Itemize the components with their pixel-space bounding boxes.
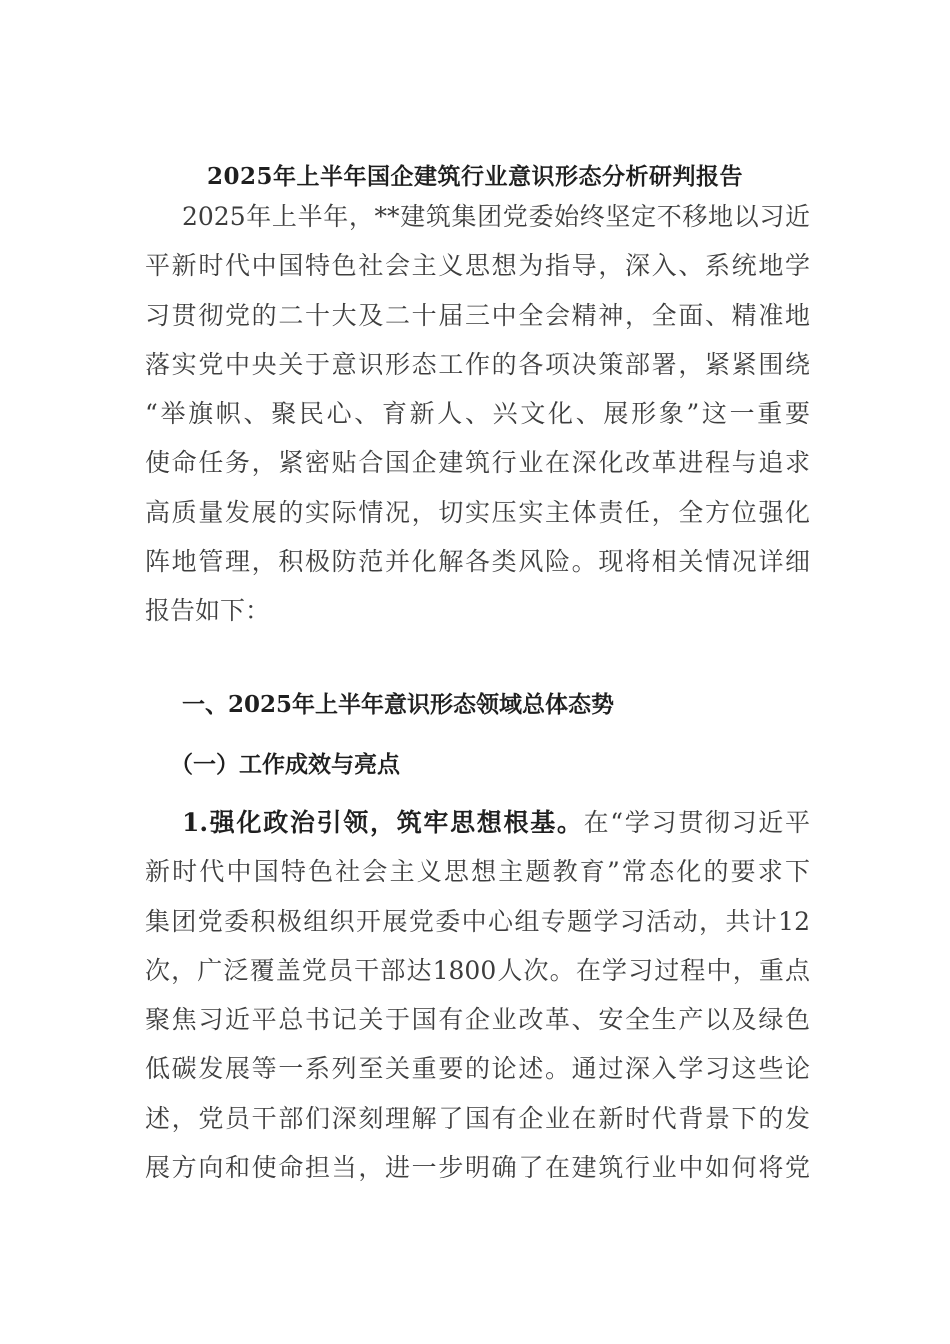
point1-line: 展方向和使命担当，进一步明确了在建筑行业中如何将党 bbox=[145, 1153, 810, 1183]
intro-paragraph bbox=[145, 192, 810, 636]
point1-line: 集团党委积极组织开展党委中心组专题学习活动，共计12 bbox=[145, 906, 810, 936]
intro-line: 习贯彻党的二十大及二十届三中全会精神，全面、精准地 bbox=[145, 300, 810, 330]
point1-first-line bbox=[145, 798, 810, 847]
point1-line: 新时代中国特色社会主义思想主题教育”常态化的要求下 bbox=[145, 857, 810, 887]
intro-line: 2025年上半年，**建筑集团党委始终坚定不移地以习近 bbox=[182, 202, 810, 231]
intro-line: 高质量发展的实际情况，切实压实主体责任，全方位强化 bbox=[145, 497, 810, 527]
point1-paragraph bbox=[145, 798, 810, 1192]
point1-first-line-rest: 在“学习贯彻习近平 bbox=[583, 808, 810, 837]
intro-line: 平新时代中国特色社会主义思想为指导，深入、系统地学 bbox=[145, 251, 810, 281]
point1-line: 次，广泛覆盖党员干部达1800人次。在学习过程中，重点 bbox=[145, 955, 810, 985]
intro-line: 使命任务，紧密贴合国企建筑行业在深化改革进程与追求 bbox=[145, 448, 810, 478]
subsection-heading: （一）工作成效与亮点 bbox=[170, 751, 400, 778]
point1-line: 聚焦习近平总书记关于国有企业改革、安全生产以及绿色 bbox=[145, 1005, 810, 1035]
point1-line: 述，党员干部们深刻理解了国有企业在新时代背景下的发 bbox=[145, 1103, 810, 1133]
document-title: 2025年上半年国企建筑行业意识形态分析研判报告 bbox=[206, 163, 743, 190]
point1-line: 低碳发展等一系列至关重要的论述。通过深入学习这些论 bbox=[145, 1054, 810, 1084]
intro-line: 阵地管理，积极防范并化解各类风险。现将相关情况详细 bbox=[145, 547, 810, 577]
section-heading: 一、2025年上半年意识形态领域总体态势 bbox=[182, 691, 615, 718]
intro-line: 落实党中央关于意识形态工作的各项决策部署，紧紧围绕 bbox=[145, 349, 810, 379]
intro-line: “举旗帜、聚民心、育新人、兴文化、展形象”这一重要 bbox=[145, 399, 810, 429]
intro-line: 报告如下： bbox=[145, 596, 271, 626]
point1-lead: 1.强化政治引领，筑牢思想根基。 bbox=[182, 808, 584, 837]
